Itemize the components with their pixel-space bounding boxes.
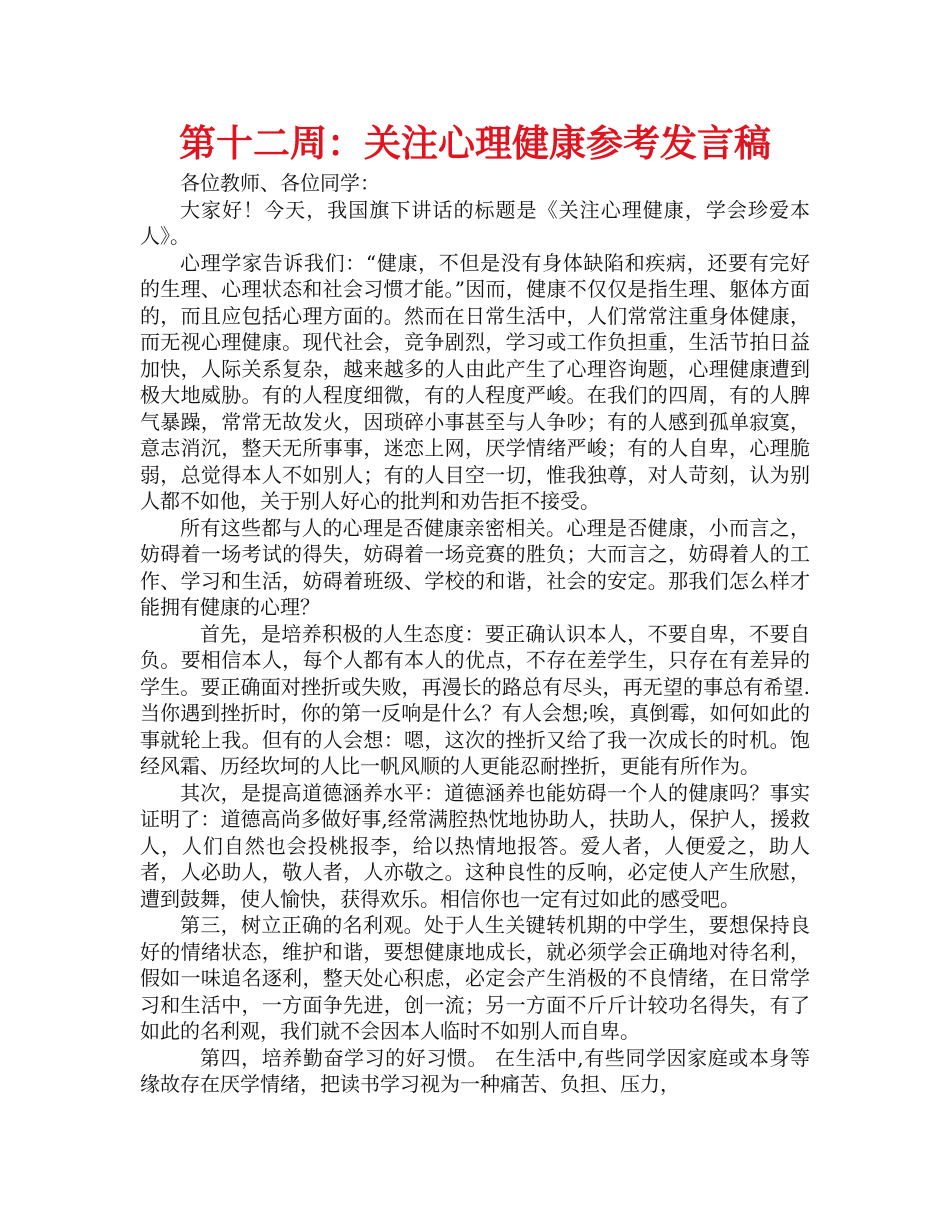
paragraph-fourth-point: 第四，培养勤奋学习的好习惯。 在生活中,有些同学因家庭或本身等缘故存在厌学情绪，把读书学习视为一种痛苦、负担、压力， bbox=[140, 1045, 810, 1096]
paragraph-importance: 所有这些都与人的心理是否健康亲密相关。心理是否健康，小而言之，妨碍着一场考试的得失，妨碍着一场竞赛的胜负；大而言之，妨碍着人的工作、学习和生活，妨碍着班级、学校的和谐，社会的安定。那我们怎么样才能拥有健康的心理？ bbox=[140, 515, 810, 619]
document-body bbox=[140, 170, 810, 1098]
paragraph-third-point: 第三，树立正确的名利观。处于人生关键转机期的中学生，要想保持良好的情绪状态，维护和谐，要想健康地成长，就必须学会正确地对待名利，假如一味追名逐利，整天处心积虑，必定会产生消极的不良情绪，在日常学习和生活中，一方面争先进，创一流；另一方面不斤斤计较功名得失，有了如此的名利观，我们就不会因本人临时不如别人而自卑。 bbox=[140, 913, 810, 1043]
paragraph-psychology-intro: 心理学家告诉我们：“健康，不但是没有身体缺陷和疾病，还要有完好的生理、心理状态和社会习惯才能。”因而，健康不仅仅是指生理、躯体方面的，而且应包括心理方面的。然而在日常生活中，人们常常注重身体健康，而无视心理健康。现代社会，竞争剧烈，学习或工作负担重，生活节拍日益加快，人际关系复杂，越来越多的人由此产生了心理咨询题，心理健康遭到极大地威胁。有的人程度细微，有的人程度严峻。在我们的四周，有的人脾气暴躁，常常无故发火，因琐碎小事甚至与人争吵；有的人感到孤单寂寞，意志消沉，整天无所事事，迷恋上网，厌学情绪严峻；有的人自卑，心理脆弱，总觉得本人不如别人；有的人目空一切，惟我独尊，对人苛刻，认为别人都不如他，关于别人好心的批判和劝告拒不接受。 bbox=[140, 250, 810, 513]
paragraph-second-point: 其次，是提高道德涵养水平：道德涵养也能妨碍一个人的健康吗？事实证明了：道德高尚多做好事,经常满腔热忱地协助人，扶助人，保护人，援救人，人们自然也会投桃报李，给以热情地报答。爱人者，人便爱之，助人者，人必助人，敬人者，人亦敬之。这种良性的反响，必定使人产生欣慰，遭到鼓舞，使人愉快，获得欢乐。相信你也一定有过如此的感受吧。 bbox=[140, 780, 810, 911]
document-title: 第十二周：关注心理健康参考发言稿 bbox=[179, 122, 771, 165]
paragraph-first-point: 首先，是培养积极的人生态度：要正确认识本人，不要自卑，不要自负。要相信本人，每个人都有本人的优点，不存在差学生，只存在有差异的学生。要正确面对挫折或失败，再漫长的路总有尽头，再无望的事总有希望.当你遇到挫折时，你的第一反响是什么？有人会想;唉，真倒霉，如何如此的事就轮上我。但有的人会想：嗯，这次的挫折又给了我一次成长的时机。饱经风霜、历经坎坷的人比一帆风顺的人更能忍耐挫折，更能有所作为。 bbox=[140, 621, 810, 778]
paragraph-greeting: 大家好！今天，我国旗下讲话的标题是《关注心理健康，学会珍爱本人》。 bbox=[140, 197, 810, 248]
paragraph-salutation: 各位教师、各位同学： bbox=[180, 171, 380, 195]
